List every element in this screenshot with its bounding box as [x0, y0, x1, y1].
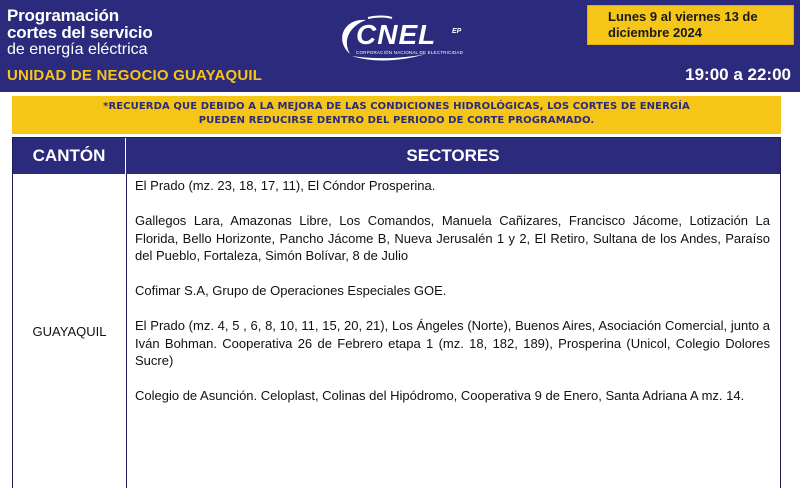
header-banner [0, 0, 800, 92]
sector-group: El Prado (mz. 4, 5 , 6, 8, 10, 11, 15, 20, 21), Los Ángeles (Norte), Buenos Aires, Asociación Comercial, junto a Iván Bohman. Cooperativa 26 de Febrero etapa 1 (mz. 18, 182, 189), Prosperina (Unicol, Colegio Dolores Sucre) [135, 318, 770, 368]
date-range-box [587, 5, 794, 45]
cnel-logo [336, 14, 466, 62]
notice-line2: PUEDEN REDUCIRSE DENTRO DEL PERIODO DE CORTE PROGRAMADO. [198, 115, 595, 126]
table-header [13, 138, 780, 174]
logo-subtitle: CORPORACIÓN NACIONAL DE ELECTRICIDAD [356, 50, 464, 55]
time-range: 19:00 a 22:00 [685, 65, 791, 84]
date-line1: Lunes 9 al viernes 13 de [608, 9, 758, 24]
sector-group: El Prado (mz. 23, 18, 17, 11), El Cóndor Prosperina. [135, 178, 436, 193]
logo-ep: EP [452, 28, 462, 35]
sector-group: Gallegos Lara, Amazonas Libre, Los Comandos, Manuela Cañizares, Francisco Jácome, Lotización La Florida, Bello Horizonte, Pancho Jácome B, Nueva Jerusalén 1 y 2, El Retiro, Sultana de los Andes, Paraíso del Pueblo, Fortaleza, Simón Bolívar, 8 de Julio [135, 213, 770, 263]
header-title-line3: de energía eléctrica [7, 41, 148, 58]
header-title-line2: cortes del servicio [7, 23, 153, 42]
header-canton: CANTÓN [13, 138, 126, 174]
canton-name: GUAYAQUIL [32, 324, 107, 339]
notice-line1: *RECUERDA QUE DEBIDO A LA MEJORA DE LAS CONDICIONES HIDROLÓGICAS, LOS CORTES DE ENERGÍA [103, 101, 690, 112]
canton-cell [13, 174, 126, 488]
date-line2: diciembre 2024 [608, 25, 702, 40]
header-sectores: SECTORES [406, 146, 500, 165]
schedule-table [12, 137, 781, 488]
notice-banner [12, 96, 781, 134]
header-title [7, 7, 153, 58]
column-divider [126, 174, 127, 488]
logo-wordmark: CNEL [356, 19, 437, 50]
header-title-line1: Programación [7, 6, 119, 25]
business-unit-label: UNIDAD DE NEGOCIO GUAYAQUIL [7, 67, 263, 84]
sector-group: Cofimar S.A, Grupo de Operaciones Especiales GOE. [135, 283, 447, 298]
sector-group: Colegio de Asunción. Celoplast, Colinas del Hipódromo, Cooperativa 9 de Enero, Santa Adriana A mz. 14. [135, 388, 745, 403]
sectores-cell [135, 177, 770, 422]
